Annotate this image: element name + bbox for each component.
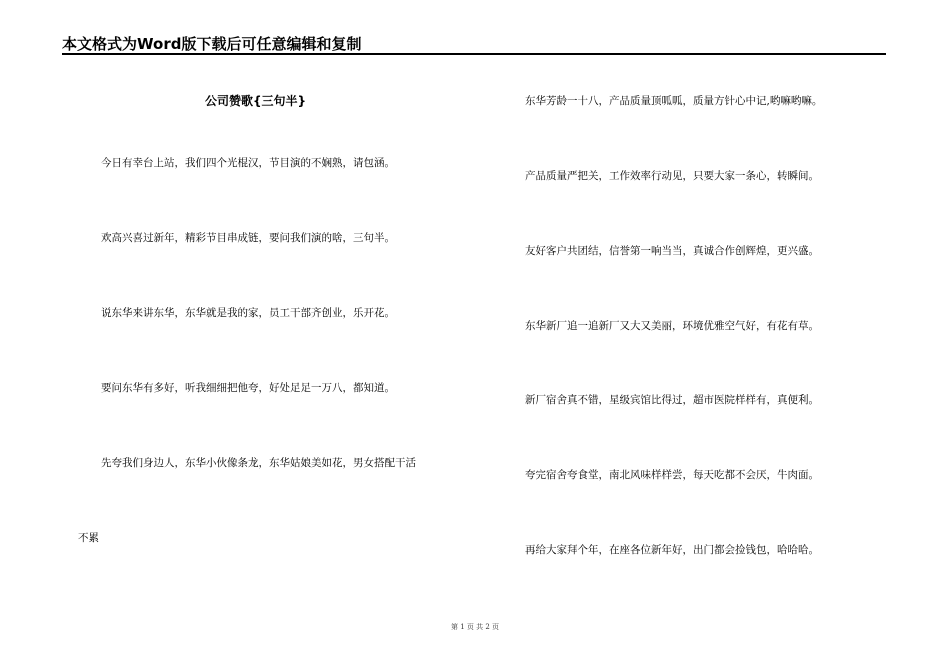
left-verse-line: 今日有幸台上站，我们四个光棍汉，节目演的不娴熟，请包涵。 bbox=[101, 157, 395, 169]
left-verse-line: 欢高兴喜过新年，精彩节目串成链，要问我们演的啥，三句半。 bbox=[101, 232, 395, 244]
page-number: 第 1 页 共 2 页 bbox=[450, 623, 500, 631]
document-title: 公司赞歌{三句半} bbox=[205, 94, 307, 108]
right-verse-line: 再给大家拜个年，在座各位新年好，出门都会捡钱包，哈哈哈。 bbox=[525, 544, 819, 556]
right-verse-line: 东华新厂追一追新厂又大又美丽，环境优雅空气好，有花有草。 bbox=[525, 320, 819, 332]
left-verse-line: 不累 bbox=[78, 532, 99, 544]
right-verse-line: 产品质量严把关，工作效率行动见，只要大家一条心，转瞬间。 bbox=[525, 170, 819, 182]
document-header: 本文格式为Word版下载后可任意编辑和复制 bbox=[62, 35, 362, 53]
right-verse-line: 东华芳龄一十八，产品质量顶呱呱，质量方针心中记,哟嘛哟嘛。 bbox=[525, 95, 823, 107]
right-verse-line: 夸完宿舍夸食堂，南北风味样样尝，每天吃都不会厌，牛肉面。 bbox=[525, 469, 819, 481]
left-verse-line: 先夸我们身边人，东华小伙像条龙，东华姑娘美如花，男女搭配干活 bbox=[101, 457, 416, 469]
left-verse-line: 说东华来讲东华，东华就是我的家，员工干部齐创业，乐开花。 bbox=[101, 307, 395, 319]
right-verse-line: 友好客户共团结，信誉第一响当当，真诚合作创辉煌，更兴盛。 bbox=[525, 245, 819, 257]
left-verse-line: 要问东华有多好，听我细细把他夸，好处足足一万八，都知道。 bbox=[101, 382, 395, 394]
right-verse-line: 新厂宿舍真不错，星级宾馆比得过，超市医院样样有，真便利。 bbox=[525, 394, 819, 406]
header-divider bbox=[62, 53, 886, 55]
